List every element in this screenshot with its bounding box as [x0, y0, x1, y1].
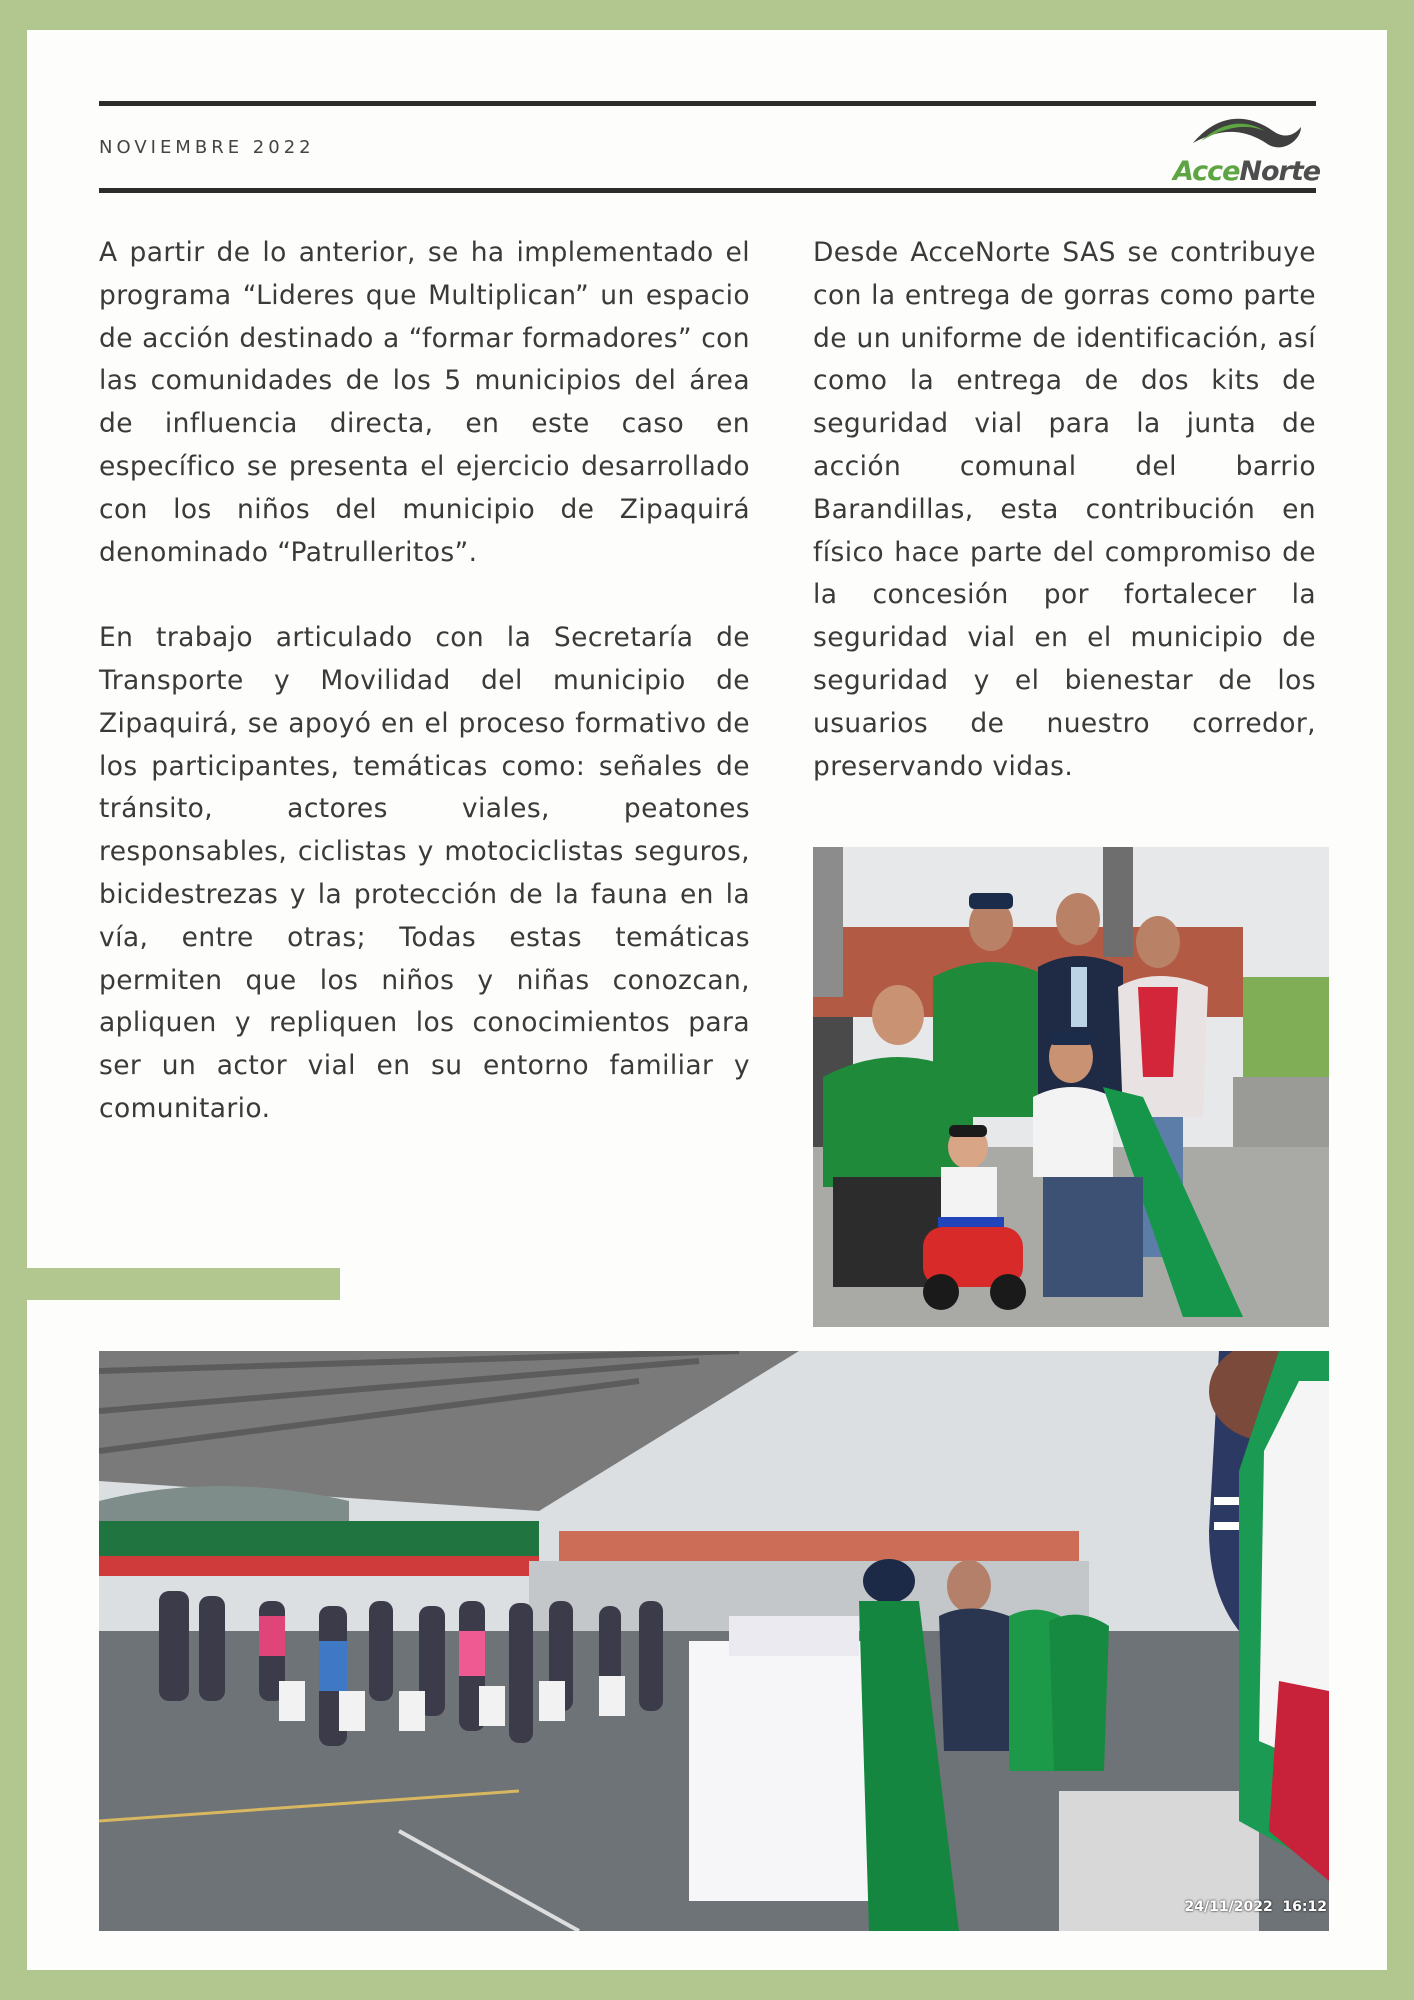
- paragraph-programa: A partir de lo anterior, se ha implementado el programa “Lideres que Multiplican” un espacio de acción destinado a “formar formadores” con las comunidades de los 5 municipios del área de influencia directa, en este caso en específico se presenta el ejercicio desarrollado con los niños del municipio de Zipaquirá denominado “Patrulleritos”.: [99, 237, 750, 568]
- accenorte-logo: [1173, 109, 1321, 187]
- logo-swoosh-icon: [1173, 109, 1318, 159]
- newsletter-page: [27, 30, 1387, 1970]
- logo-text: [1173, 156, 1321, 187]
- photo-timestamp: 24/11/2022 16:12: [1184, 1899, 1327, 1915]
- left-column: [99, 232, 750, 1131]
- paragraph-contribucion: Desde AcceNorte SAS se contribuye con la entrega de gorras como parte de un uniforme de identificación, así como la entrega de dos kits de seguridad vial para la junta de acción comunal del barrio Barandillas, esta contribución en físico hace parte del compromiso de la concesión por fortalecer la seguridad vial en el municipio de seguridad y el bienestar de los usuarios de nuestro corredor, preservando vidas.: [813, 237, 1316, 782]
- group-photo: [813, 847, 1329, 1327]
- decorative-green-tab: [27, 1268, 340, 1300]
- event-photo: [99, 1351, 1329, 1931]
- logo-text-norte: Norte: [1239, 156, 1321, 187]
- logo-text-acce: Acce: [1173, 156, 1240, 187]
- header-rule-top: [99, 101, 1316, 106]
- right-column: [813, 232, 1316, 788]
- issue-date: NOVIEMBRE 2022: [99, 137, 315, 158]
- photo-group-icon: [813, 847, 1329, 1327]
- paragraph-trabajo-articulado: En trabajo articulado con la Secretaría de Transporte y Movilidad del municipio de Zipaquirá, se apoyó en el proceso formativo de los participantes, temáticas como: señales de tránsito, actores viales, peatones responsables, ciclistas y motociclistas seguros, bicidestrezas y la protección de la fauna en la vía, entre otras; Todas estas temáticas permiten que los niños y niñas conozcan, apliquen y repliquen los conocimientos para ser un actor vial en su entorno familiar y comunitario.: [99, 622, 750, 1124]
- photo-event-icon: [99, 1351, 1329, 1931]
- header-rule-bottom: [99, 188, 1316, 193]
